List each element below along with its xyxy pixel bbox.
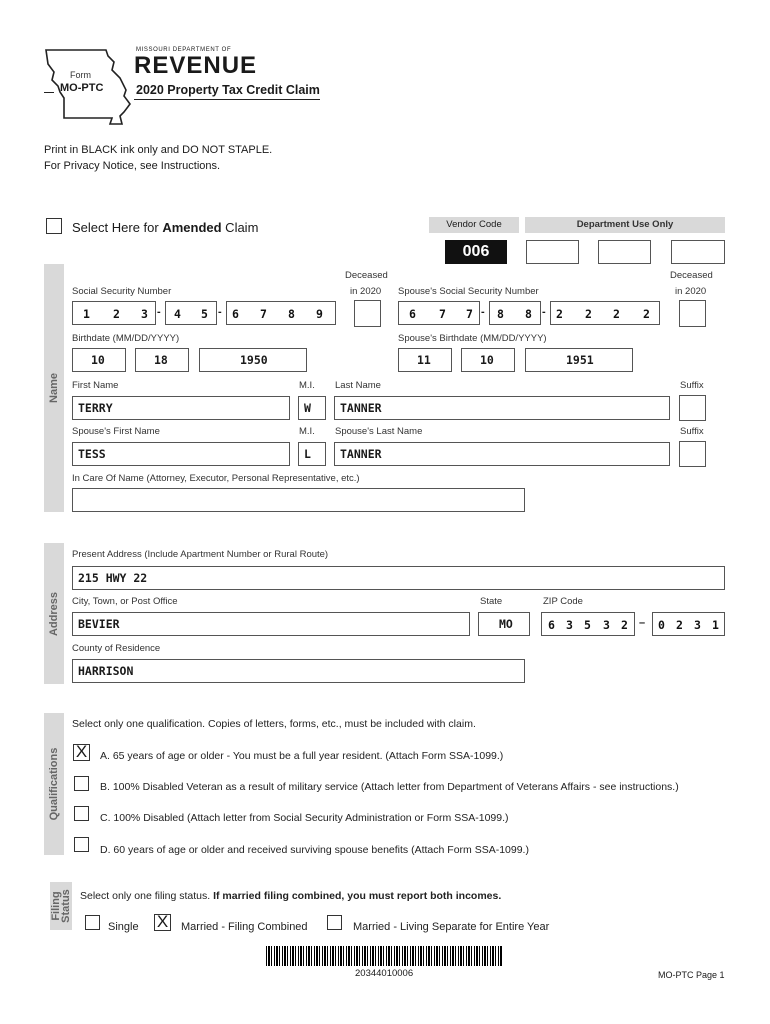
form-number: MO-PTC xyxy=(60,82,104,94)
mi-value: W xyxy=(304,401,311,415)
dept-use-box-3 xyxy=(671,240,725,264)
zip-digit: 5 xyxy=(584,618,591,632)
birth-day-field[interactable] xyxy=(135,348,189,372)
spouse-ssn-label: Spouse's Social Security Number xyxy=(398,286,539,297)
spouse-birthdate-label: Spouse's Birthdate (MM/DD/YYYY) xyxy=(398,333,547,344)
vendor-code-label-text: Vendor Code xyxy=(446,219,502,230)
ssn-digit: 2 xyxy=(113,307,120,321)
zip4-digit: 0 xyxy=(658,618,665,632)
filing-single-label: Single xyxy=(108,921,139,933)
dept-use-box-2 xyxy=(598,240,651,264)
city-field[interactable] xyxy=(72,612,470,636)
first-name-label: First Name xyxy=(72,380,119,391)
ssn-field-part2[interactable] xyxy=(165,301,217,325)
ssn-digit: 4 xyxy=(174,307,181,321)
spouse-first-name-label: Spouse's First Name xyxy=(72,426,160,437)
spouse-suffix-label: Suffix xyxy=(680,426,704,437)
amended-prefix: Select Here for xyxy=(72,220,163,235)
vendor-code-label xyxy=(429,217,519,233)
last-name-value: TANNER xyxy=(340,401,382,415)
spouse-last-name-value: TANNER xyxy=(340,447,382,461)
filing-status-intro xyxy=(80,890,501,902)
last-name-label: Last Name xyxy=(335,380,381,391)
suffix-label: Suffix xyxy=(680,380,704,391)
spouse-mi-label: M.I. xyxy=(299,426,315,437)
form-label: Form xyxy=(70,70,91,80)
ssn-digit: 3 xyxy=(141,307,148,321)
vendor-code-text: 006 xyxy=(462,243,490,260)
filing-intro-plain: Select only one filing status. xyxy=(80,890,214,902)
birthdate-label: Birthdate (MM/DD/YYYY) xyxy=(72,333,180,344)
address-side-text: Address xyxy=(48,591,60,636)
revenue-logo: REVENUE xyxy=(134,52,258,79)
spouse-birth-year-field[interactable] xyxy=(525,348,633,372)
state-label: State xyxy=(480,596,503,607)
county-field[interactable] xyxy=(72,659,525,683)
ssn-digit: 9 xyxy=(316,307,323,321)
filing-status-side-label xyxy=(50,882,72,930)
qualification-b-checkbox[interactable] xyxy=(74,776,89,791)
dept-use-label-text: Department Use Only xyxy=(576,219,674,230)
zip-label: ZIP Code xyxy=(543,596,583,607)
spouse-ssn-digit: 8 xyxy=(497,307,504,321)
qualification-a-text: A. 65 years of age or older - You must be a full year resident. (Attach Form SSA-1099.) xyxy=(100,750,504,762)
spouse-mi-field[interactable] xyxy=(298,442,326,466)
qualification-d-text: D. 60 years of age or older and received surviving spouse benefits (Attach Form SSA-1099.) xyxy=(100,844,529,856)
name-side-text: Name xyxy=(48,373,60,403)
ssn-label: Social Security Number xyxy=(72,286,172,297)
spouse-deceased-label-1: Deceased xyxy=(670,270,713,281)
amended-bold: Amended xyxy=(162,220,222,235)
birth-year-field[interactable] xyxy=(199,348,307,372)
filing-combined-checkbox[interactable]: X xyxy=(154,914,171,931)
ssn-dash-1: - xyxy=(157,306,161,318)
instruction-line-1: Print in BLACK ink only and DO NOT STAPLE. xyxy=(44,144,273,156)
filing-separate-label: Married - Living Separate for Entire Year xyxy=(353,921,550,933)
spouse-ssn-digit: 8 xyxy=(525,307,532,321)
zip-digit: 3 xyxy=(566,618,573,632)
amended-label xyxy=(72,220,258,235)
spouse-ssn-dash-2: - xyxy=(542,306,546,318)
amended-suffix: Claim xyxy=(221,220,259,235)
dept-small-text: MISSOURI DEPARTMENT OF xyxy=(136,47,232,53)
deceased-checkbox[interactable] xyxy=(354,300,381,327)
county-label: County of Residence xyxy=(72,643,161,654)
birth-day-value: 18 xyxy=(154,353,168,367)
spouse-birth-month-field[interactable] xyxy=(398,348,452,372)
qualification-a-checkbox[interactable]: X xyxy=(73,744,90,761)
care-of-label: In Care Of Name (Attorney, Executor, Personal Representative, etc.) xyxy=(72,473,360,484)
spouse-first-name-value: TESS xyxy=(78,447,106,461)
ssn-dash-2: - xyxy=(218,306,222,318)
birth-month-field[interactable] xyxy=(72,348,126,372)
ssn-digit: 5 xyxy=(201,307,208,321)
city-label: City, Town, or Post Office xyxy=(72,596,178,607)
spouse-ssn-digit: 7 xyxy=(466,307,473,321)
state-field[interactable] xyxy=(478,612,530,636)
county-value: HARRISON xyxy=(78,664,134,678)
spouse-ssn-dash-1: - xyxy=(481,306,485,318)
last-name-field[interactable] xyxy=(334,396,670,420)
qualifications-side-text: Qualifications xyxy=(48,747,60,821)
spouse-ssn-digit: 2 xyxy=(643,307,650,321)
filing-separate-checkbox[interactable] xyxy=(327,915,342,930)
zip-digit: 2 xyxy=(621,618,628,632)
filing-combined-label: Married - Filing Combined xyxy=(181,921,308,933)
spouse-suffix-field[interactable] xyxy=(679,441,706,467)
spouse-last-name-field[interactable] xyxy=(334,442,670,466)
ssn-digit: 8 xyxy=(288,307,295,321)
spouse-ssn-digit: 2 xyxy=(585,307,592,321)
zip-digit: 3 xyxy=(603,618,610,632)
qualifications-intro: Select only one qualification. Copies of letters, forms, etc., must be included with claim. xyxy=(72,718,476,730)
zip-dash: – xyxy=(639,617,646,629)
care-of-field[interactable] xyxy=(72,488,525,512)
ssn-digit: 7 xyxy=(260,307,267,321)
filing-single-checkbox[interactable] xyxy=(85,915,100,930)
address-field[interactable] xyxy=(72,566,725,590)
filing-status-side-text xyxy=(51,889,71,923)
birth-month-value: 10 xyxy=(91,353,105,367)
suffix-field[interactable] xyxy=(679,395,706,421)
spouse-ssn-digit: 6 xyxy=(409,307,416,321)
page-label: MO-PTC Page 1 xyxy=(658,970,725,980)
vendor-code-value xyxy=(445,240,507,264)
address-side-label xyxy=(44,543,64,684)
spouse-deceased-label-2: in 2020 xyxy=(675,286,707,297)
spouse-mi-value: L xyxy=(304,447,311,461)
qualification-c-checkbox[interactable] xyxy=(74,806,89,821)
zip4-digit: 1 xyxy=(712,618,719,632)
dept-use-box-1 xyxy=(526,240,579,264)
spouse-last-name-label: Spouse's Last Name xyxy=(335,426,423,437)
spouse-birth-month-value: 11 xyxy=(417,353,431,367)
first-name-value: TERRY xyxy=(78,401,113,415)
header-dash xyxy=(44,92,54,93)
qualification-b-text: B. 100% Disabled Veteran as a result of military service (Attach letter from Department of Veterans Affairs - see instructions.) xyxy=(100,781,679,793)
address-value: 215 HWY 22 xyxy=(78,571,148,585)
deceased-label-1: Deceased xyxy=(345,270,388,281)
zip4-digit: 3 xyxy=(694,618,701,632)
city-value: BEVIER xyxy=(78,617,120,631)
spouse-birth-day-value: 10 xyxy=(480,353,494,367)
spouse-ssn-digit: 2 xyxy=(556,307,563,321)
deceased-label-2: in 2020 xyxy=(350,286,382,297)
amended-checkbox[interactable] xyxy=(46,218,62,234)
qualification-d-checkbox[interactable] xyxy=(74,837,89,852)
address-label: Present Address (Include Apartment Number or Rural Route) xyxy=(72,549,329,560)
spouse-birth-year-value: 1951 xyxy=(566,353,594,367)
ssn-digit: 1 xyxy=(83,307,90,321)
qualifications-side-label xyxy=(44,713,64,855)
zip4-digit: 2 xyxy=(676,618,683,632)
name-side-label xyxy=(44,264,64,512)
barcode xyxy=(266,946,502,966)
spouse-ssn-digit: 2 xyxy=(613,307,620,321)
ssn-digit: 6 xyxy=(232,307,239,321)
instruction-line-2: For Privacy Notice, see Instructions. xyxy=(44,160,221,172)
form-title: 2020 Property Tax Credit Claim xyxy=(136,83,320,97)
qualification-c-text: C. 100% Disabled (Attach letter from Social Security Administration or Form SSA-1099.) xyxy=(100,812,509,824)
spouse-birth-day-field[interactable] xyxy=(461,348,515,372)
state-value: MO xyxy=(499,617,513,631)
first-name-field[interactable] xyxy=(72,396,290,420)
spouse-first-name-field[interactable] xyxy=(72,442,290,466)
zip-digit: 6 xyxy=(548,618,555,632)
mi-field[interactable] xyxy=(298,396,326,420)
filing-intro-bold: If married filing combined, you must report both incomes. xyxy=(213,890,502,902)
birth-year-value: 1950 xyxy=(240,353,268,367)
filing-side-word-2: Status xyxy=(60,889,72,923)
mi-label: M.I. xyxy=(299,380,315,391)
dept-use-label xyxy=(525,217,725,233)
spouse-ssn-digit: 7 xyxy=(439,307,446,321)
filing-side-word-1: Filing xyxy=(50,891,62,921)
title-underline xyxy=(134,99,320,100)
barcode-number: 20344010006 xyxy=(355,968,414,979)
spouse-deceased-checkbox[interactable] xyxy=(679,300,706,327)
